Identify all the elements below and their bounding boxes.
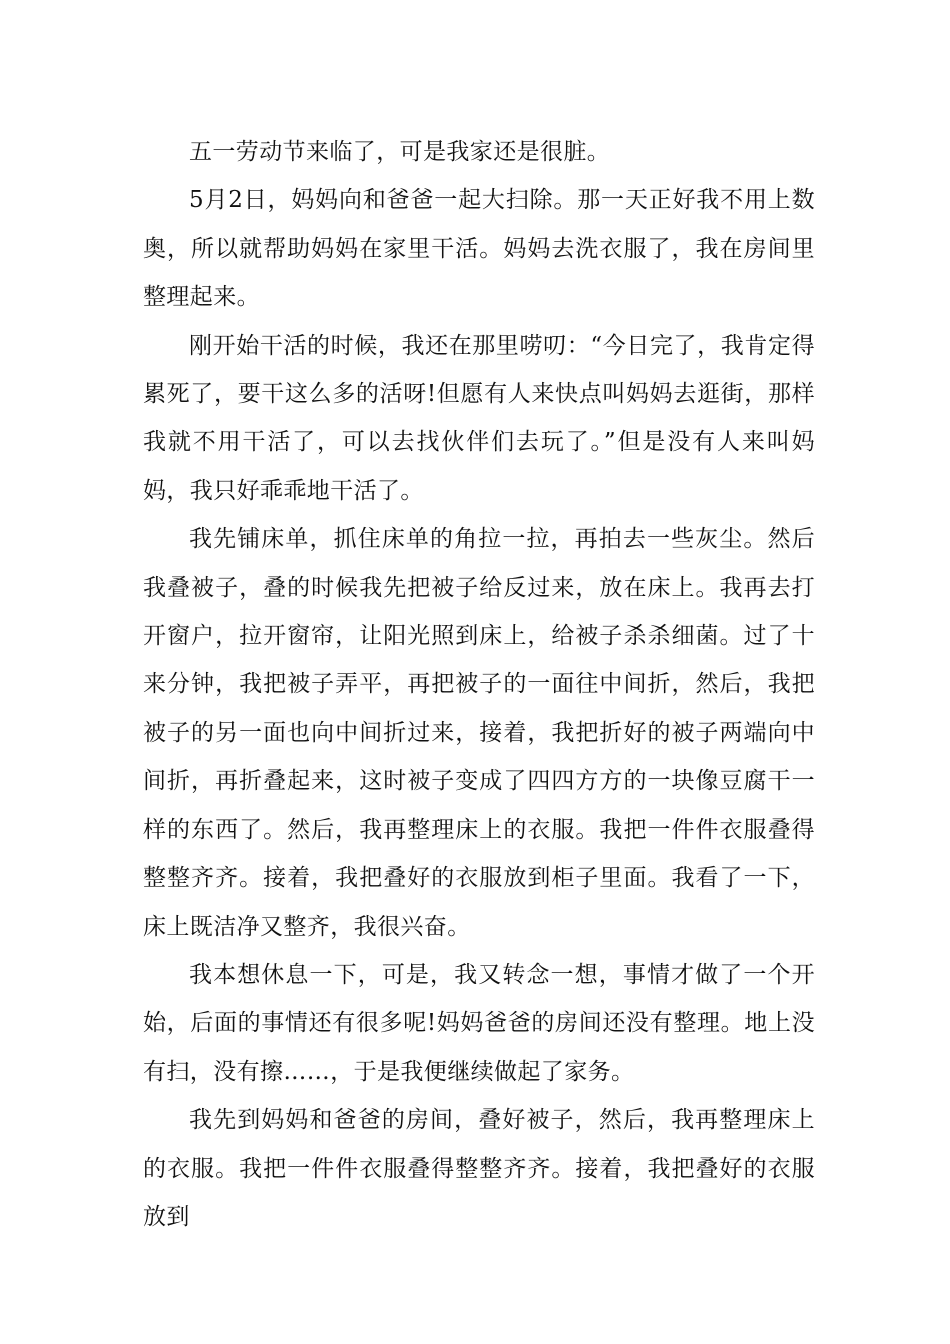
paragraph-6: 我先到妈妈和爸爸的房间，叠好被子，然后，我再整理床上的衣服。我把一件件衣服叠得整整齐齐。接着，我把叠好的衣服放到 [143, 1107, 815, 1230]
paragraph-4: 我先铺床单，抓住床单的角拉一拉，再拍去一些灰尘。然后我叠被子，叠的时候我先把被子给反过来，放在床上。我再去打开窗户，拉开窗帘，让阳光照到床上，给被子杀杀细菌。过了十来分钟，我把被子弄平，再把被子的一面往中间折，然后，我把被子的另一面也向中间折过来，接着，我把折好的被子两端向中间折，再折叠起来，这时被子变成了四四方方的一块像豆腐干一样的东西了。然后，我再整理床上的衣服。我把一件件衣服叠得整整齐齐。接着，我把叠好的衣服放到柜子里面。我看了一下，床上既洁净又整齐，我很兴奋。 [143, 526, 815, 940]
document-body [143, 128, 815, 1241]
paragraph-5: 我本想休息一下，可是，我又转念一想，事情才做了一个开始，后面的事情还有很多呢!妈妈爸爸的房间还没有整理。地上没有扫，没有擦……，于是我便继续做起了家务。 [143, 961, 815, 1085]
paragraph-3: 刚开始干活的时候，我还在那里唠叨：“今日完了，我肯定得累死了，要干这么多的活呀!但愿有人来快点叫妈妈去逛街，那样我就不用干活了，可以去找伙伴们去玩了。”但是没有人来叫妈妈，我只好乖乖地干活了。 [143, 332, 815, 504]
paragraph-1: 五一劳动节来临了，可是我家还是很脏。 [189, 139, 611, 165]
paragraph-2: 5月2日，妈妈向和爸爸一起大扫除。那一天正好我不用上数奥，所以就帮助妈妈在家里干活。妈妈去洗衣服了，我在房间里整理起来。 [143, 187, 815, 311]
